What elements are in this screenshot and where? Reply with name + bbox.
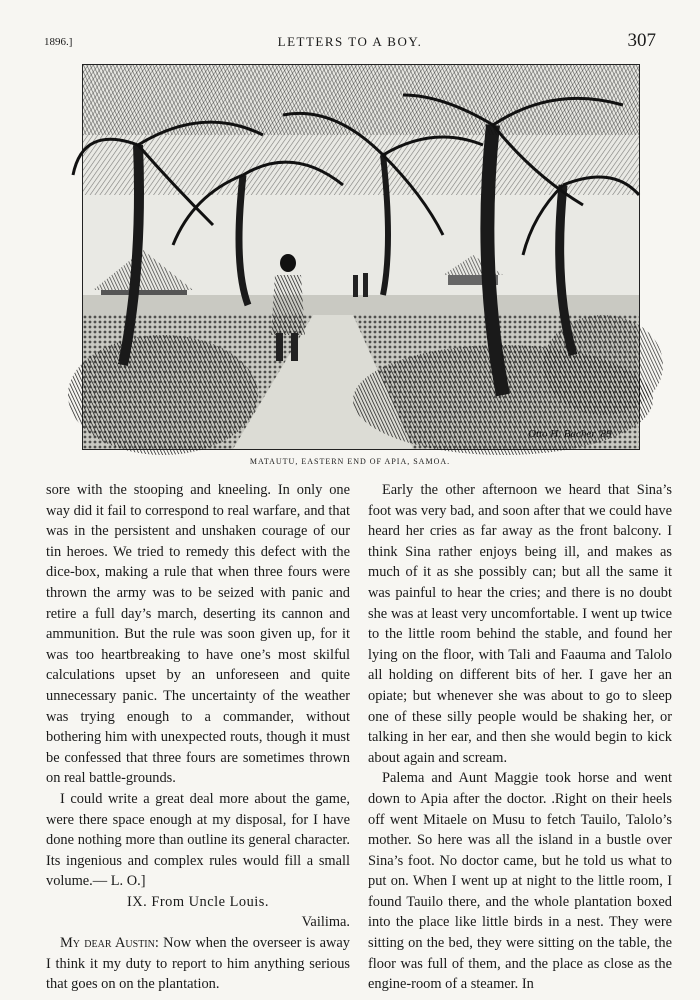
paragraph: Palema and Aunt Maggie took horse and went down to Apia after the doctor. .Right on their heels off went Mitaele on Musu to fetch Tauilo, Talolo’s mother. So here was all the island in a bustle over Sina’s foot. No doctor came, but he told us what to put on. When I went up at night to the little room, I found Tauilo there, and the whole plantation boxed into the place like little birds in a nest. They were sitting on the bed, they were sitting on the table, the floor was full of them, and the place as close as the engine-room of a steamer. In: [368, 770, 672, 993]
palm-grove-engraving: [83, 65, 639, 449]
section-heading: IX. From Uncle Louis.: [127, 893, 269, 910]
artist-signature: Otto H. Bacher '89: [528, 428, 612, 440]
paragraph-text: : Now when the overseer is away I think it my duty to report to him anything serious that goes on on the plantation.: [46, 935, 350, 993]
paragraph: Early the other afternoon we heard that Sina’s foot was very bad, and soon after that we could have heard her cries as far away as the front balcony. I think Sina rather enjoys being ill, and makes as much of it as she possibly can; but all the same it was painful to hear the cries; and there is no doubt she was at least very uncomfortable. I went up twice to the little room behind the stable, and found her lying on the floor, with Tali and Faauma and Talolo all holding on different bits of her. I gave her an opiate; but whenever she was about to go to sleep one of these silly people would be shaking her, or talking in her ear, and then she would begin to kick about again and scream.: [368, 482, 672, 766]
engraving-illustration: [82, 64, 640, 450]
section-place: Vailima.: [301, 914, 350, 931]
paragraph: I could write a great deal more about the game, were there space enough at my disposal, for I have done nothing more than outline its general character. Its ingenious and complex rules would fill a small volume.— L. O.]: [46, 790, 350, 890]
right-column: [368, 480, 672, 993]
running-header: [0, 30, 700, 54]
header-year: 1896.]: [44, 36, 73, 48]
salutation: My dear Austin: [60, 935, 155, 952]
header-title: LETTERS TO A BOY.: [277, 34, 423, 49]
left-column: [46, 480, 350, 993]
illustration-caption: MATAUTU, EASTERN END OF APIA, SAMOA.: [249, 457, 451, 466]
paragraph: sore with the stooping and kneeling. In only one way did it fail to correspond to real warfare, and that was in the persistent and unshaken courage of our tin heroes. We tried to remedy this defect with the dice-box, making a rule that when three fours were thrown the army was to be seized with panic and retire a full day’s march, deserting its cannon and ammunition. But the rule was soon given up, for it was too heartbreaking to have one’s most skilful calculations upset by an unforeseen and quite unnecessary panic. The uncertainty of the weather was trying enough to a commander, without bothering him with unexpected routs, though it must be confessed that three fours are sometimes thrown on real battle-grounds.: [46, 482, 350, 787]
paragraph: [46, 933, 350, 995]
page-number: 307: [627, 30, 656, 51]
